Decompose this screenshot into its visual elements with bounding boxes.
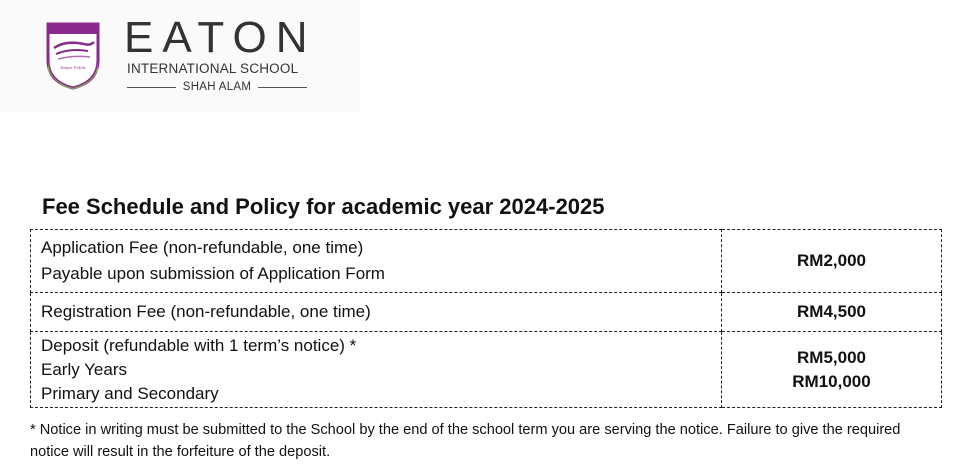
school-logo — [0, 0, 360, 112]
registration-fee-amount: RM4,500 — [722, 293, 942, 332]
registration-fee-label: Registration Fee (non-refundable, one time) — [31, 293, 722, 332]
application-fee-label: Application Fee (non-refundable, one time) — [41, 238, 364, 257]
brand-location-row — [127, 79, 307, 95]
early-years-amount: RM5,000 — [797, 347, 866, 367]
application-fee-amount: RM2,000 — [722, 230, 942, 293]
brand-location: SHAH ALAM — [182, 81, 252, 93]
divider — [258, 87, 307, 88]
application-fee-description — [31, 230, 722, 293]
early-years-label: Early Years — [41, 359, 127, 379]
primary-secondary-label: Primary and Secondary — [41, 383, 219, 403]
deposit-label: Deposit (refundable with 1 term’s notice) * — [41, 335, 357, 355]
table-row — [31, 230, 942, 293]
page-title: Fee Schedule and Policy for academic year 2024-2025 — [42, 194, 605, 219]
application-fee-detail: Payable upon submission of Application Form — [41, 264, 385, 283]
divider — [127, 87, 176, 88]
deposit-footnote: * Notice in writing must be submitted to the School by the end of the school term you are serving the notice. Failure to give the required notice will result in the forfeiture of the deposit. — [30, 422, 901, 460]
school-crest-icon — [44, 20, 102, 90]
brand-subtitle: INTERNATIONAL SCHOOL — [127, 61, 299, 76]
fee-table — [30, 229, 942, 408]
table-row — [31, 293, 942, 332]
primary-secondary-amount: RM10,000 — [792, 371, 871, 391]
crest-motto: Semper Fidelis — [60, 65, 86, 70]
deposit-description — [31, 332, 722, 408]
brand-name: EATON — [124, 13, 317, 62]
table-row — [31, 332, 942, 408]
deposit-amounts — [722, 332, 942, 408]
